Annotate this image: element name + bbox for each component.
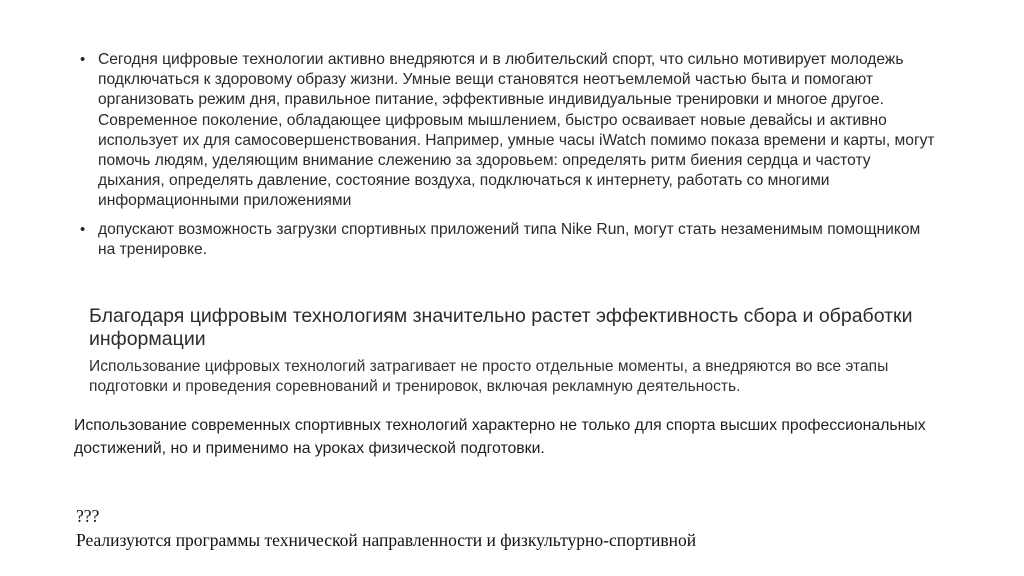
bullet-item — [80, 50, 940, 212]
bullet-text: допускают возможность загрузки спортивных приложений типа Nike Run, могут стать незаменимым помощником на тренировке. — [98, 220, 921, 258]
bullet-item — [80, 220, 940, 260]
bullet-dot-icon: • — [80, 51, 86, 68]
body-paragraph: Использование современных спортивных технологий характерно не только для спорта высших профессиональных достижений, но и применимо на уроках физической подготовки. — [74, 417, 926, 457]
bullet-dot-icon: • — [80, 220, 86, 238]
closing-line: Реализуются программы технической направленности и физкультурно-спортивной — [76, 530, 697, 550]
section-subtext: Использование цифровых технологий затрагивает не просто отдельные моменты, а внедряются во все этапы подготовки и проведения соревнований и тренировок, включая рекламную деятельность. — [89, 358, 889, 395]
bullet-list — [80, 50, 940, 268]
question-marks: ??? — [76, 506, 100, 526]
bullet-text: Сегодня цифровые технологии активно внедряются и в любительский спорт, что сильно мотивирует молодежь подключаться к здоровому образу жизни. Умные вещи становятся неотъемлемой частью быта и помогают организовать режим дня, правильное питание, эффективные индивидуальные тренировки и многое другое. Современное поколение, обладающее цифровым мышлением, быстро осваивает новые девайсы и активно использует их для самосовершенствования. Например, умные часы iWatch помимо показа времени и карты, могут помочь людям, уделяющим внимание слежению за здоровьем: определять ритм биения сердца и частоту дыхания, определять давление, состояние воздуха, подключаться к интернету, работать со многими информационными приложениями — [98, 51, 935, 210]
section-heading: Благодаря цифровым технологиям значительно растет эффективность сбора и обработки информации — [89, 305, 913, 350]
